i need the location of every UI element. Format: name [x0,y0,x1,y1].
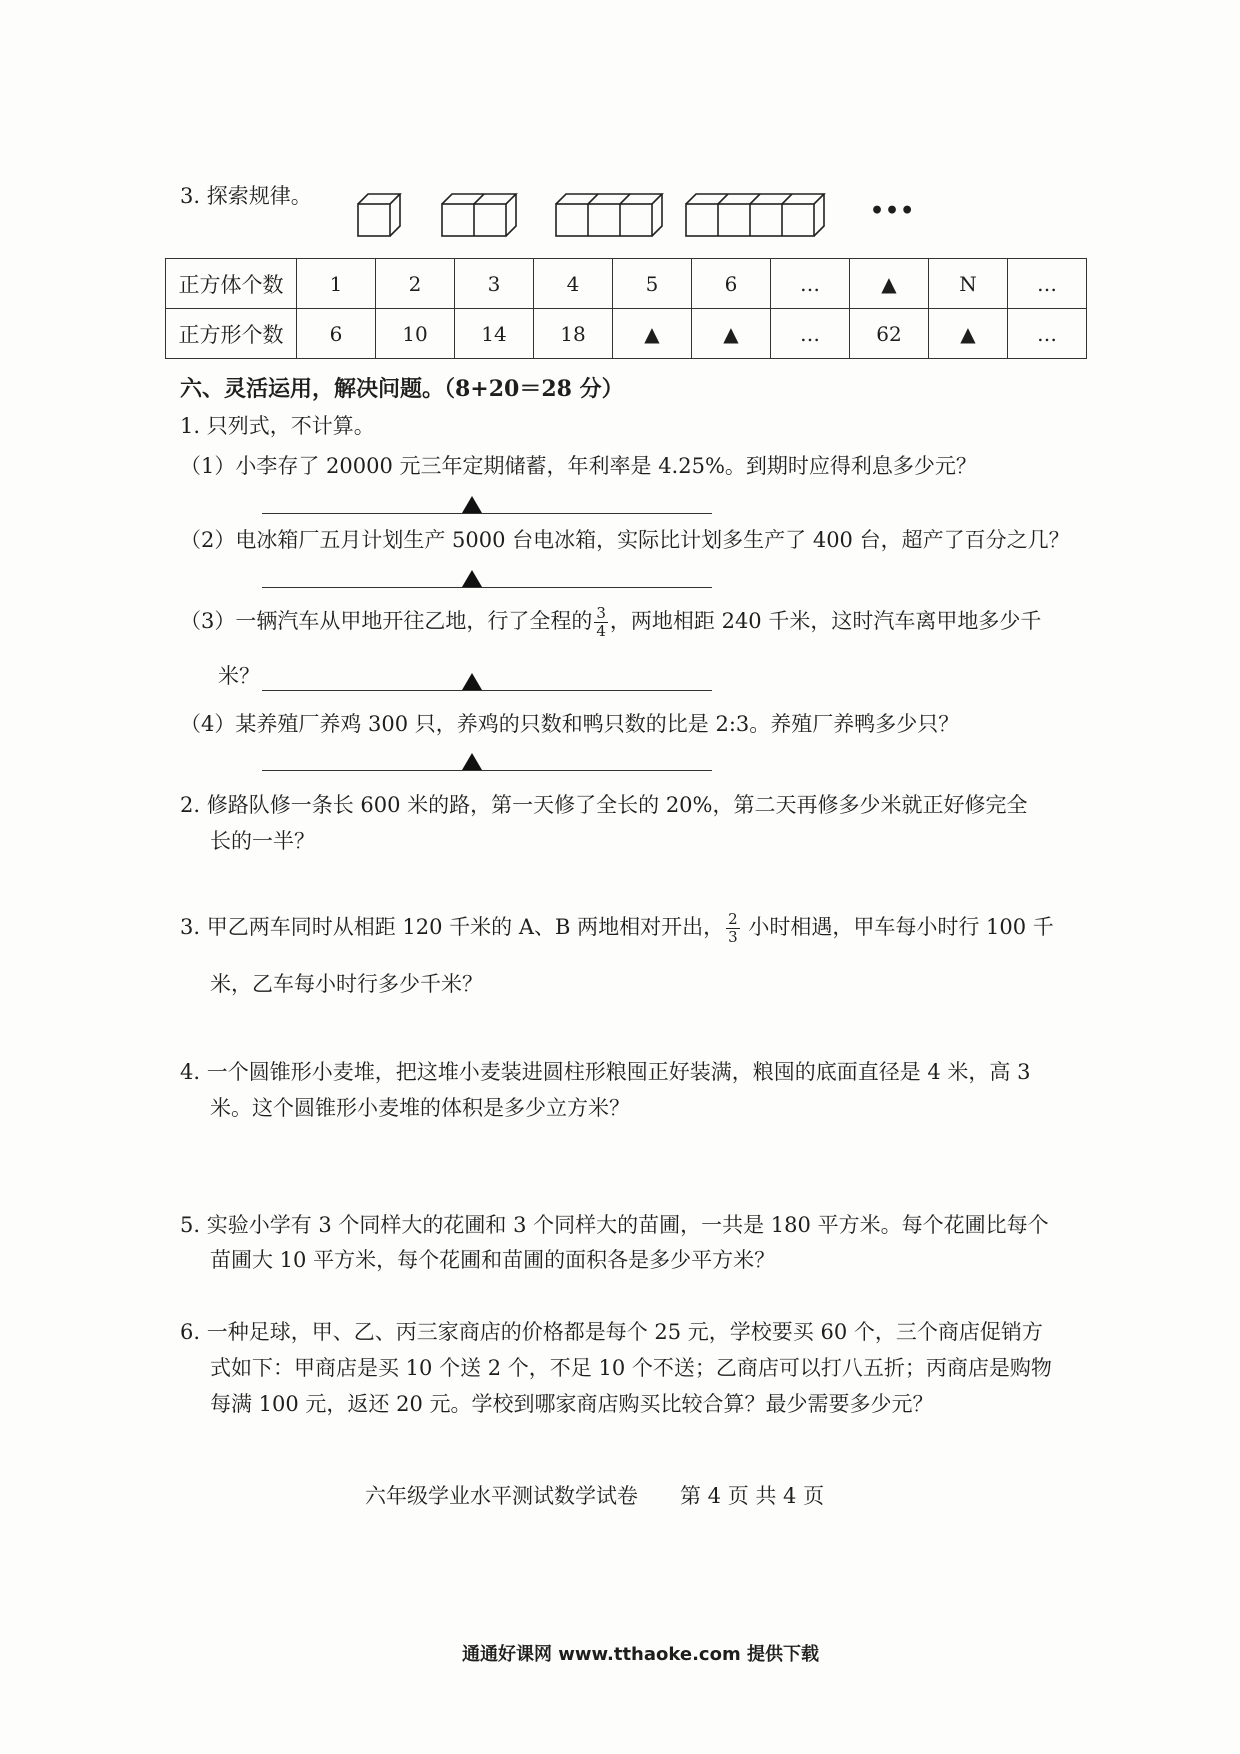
q6-line2: 式如下：甲商店是买 10 个送 2 个，不足 10 个不送；乙商店可以打八五折；丙商店是购物 [210,1356,1052,1380]
answer-line-1[interactable] [262,513,712,514]
table-cell: … [1008,309,1087,359]
q1-sub2: （2）电冰箱厂五月计划生产 5000 台电冰箱，实际比计划多生产了 400 台，超产了百分之几？ [180,528,1070,552]
q1-sub4: （4）某养殖厂养鸡 300 只，养鸡的只数和鸭只数的比是 2:3。养殖厂养鸭多少只？ [180,712,960,736]
answer-line-2[interactable] [262,587,712,588]
pattern-ellipsis: ••• [870,198,916,224]
cube-group-1 [358,194,400,236]
cube-figures [350,190,1110,242]
page-footer: 六年级学业水平测试数学试卷 第 4 页 共 4 页 [365,1484,825,1508]
fraction-3-4: $\frac{3}{4}$ [596,604,606,640]
q2-line2: 长的一半？ [210,829,315,853]
q6-line3: 每满 100 元，返还 20 元。学校到哪家商店购买比较合算？最少需要多少元？ [210,1392,934,1416]
row-header-squares: 正方形个数 [166,309,297,359]
q4-line2: 米。这个圆锥形小麦堆的体积是多少立方米？ [210,1096,630,1120]
cube-group-4 [686,194,824,236]
q1-sub3-text-b: ，两地相距 240 千米，这时汽车离甲地多少千 [609,609,1042,633]
q4-line1: 4. 一个圆锥形小麦堆，把这堆小麦装进圆柱形粮囤正好装满，粮囤的底面直径是 4 米，高 3 [180,1060,1031,1084]
table-cell: … [1008,259,1087,309]
q1-sub3-text-a: （3）一辆汽车从甲地开往乙地，行了全程的 [180,609,593,633]
cube-group-3 [556,194,662,236]
table-row [166,259,1087,309]
table-cell: 1 [297,259,376,309]
triangle-marker-icon [462,671,482,690]
table-cell-blank[interactable]: ▲ [613,309,692,359]
q3-text-a: 3. 甲乙两车同时从相距 120 千米的 A、B 两地相对开出， [180,915,725,939]
triangle-marker-icon [462,568,482,587]
section-title: 六、灵活运用，解决问题。（8+20＝28 分） [180,376,624,402]
table-cell-blank[interactable]: ▲ [929,309,1008,359]
triangle-marker-icon [462,751,482,770]
table-row [166,309,1087,359]
triangle-marker-icon [462,494,482,513]
q3-line1 [180,912,1054,945]
row-header-cubes: 正方体个数 [166,259,297,309]
table-cell: 18 [534,309,613,359]
pattern-table [165,258,1087,359]
q6-line1: 6. 一种足球，甲、乙、丙三家商店的价格都是每个 25 元，学校要买 60 个，三个商店促销方 [180,1320,1043,1344]
table-cell: N [929,259,1008,309]
q5-line1: 5. 实验小学有 3 个同样大的花圃和 3 个同样大的苗圃，一共是 180 平方米。每个花圃比每个 [180,1213,1049,1237]
fraction-2-3: $\frac{2}{3}$ [728,910,738,946]
answer-line-4[interactable] [262,770,712,771]
table-cell: … [771,259,850,309]
table-cell: 6 [692,259,771,309]
table-cell: 2 [376,259,455,309]
table-cell: 10 [376,309,455,359]
table-cell: 3 [455,259,534,309]
watermark: 通通好课网 www.tthaoke.com 提供下载 [462,1644,819,1665]
q1-sub3 [180,606,1041,639]
q1-sub1: （1）小李存了 20000 元三年定期储蓄，年利率是 4.25%。到期时应得利息多少元？ [180,454,977,478]
q1-label: 1. 只列式，不计算。 [180,414,375,438]
pattern-label: 3. 探索规律。 [180,184,312,208]
table-cell: 6 [297,309,376,359]
q3-line2: 米，乙车每小时行多少千米？ [210,972,483,996]
table-cell: 5 [613,259,692,309]
cube-group-2 [442,194,516,236]
table-cell: 4 [534,259,613,309]
table-cell-blank[interactable]: ▲ [692,309,771,359]
table-cell: 14 [455,309,534,359]
q1-sub3-text-c: 米？ [218,664,260,688]
table-cell: … [771,309,850,359]
table-cell: 62 [850,309,929,359]
q3-text-b: 小时相遇，甲车每小时行 100 千 [741,915,1054,939]
q2-line1: 2. 修路队修一条长 600 米的路，第一天修了全长的 20%，第二天再修多少米就正好修完全 [180,793,1028,817]
table-cell-blank[interactable]: ▲ [850,259,929,309]
q5-line2: 苗圃大 10 平方米，每个花圃和苗圃的面积各是多少平方米？ [210,1248,776,1272]
answer-line-3[interactable] [262,690,712,691]
